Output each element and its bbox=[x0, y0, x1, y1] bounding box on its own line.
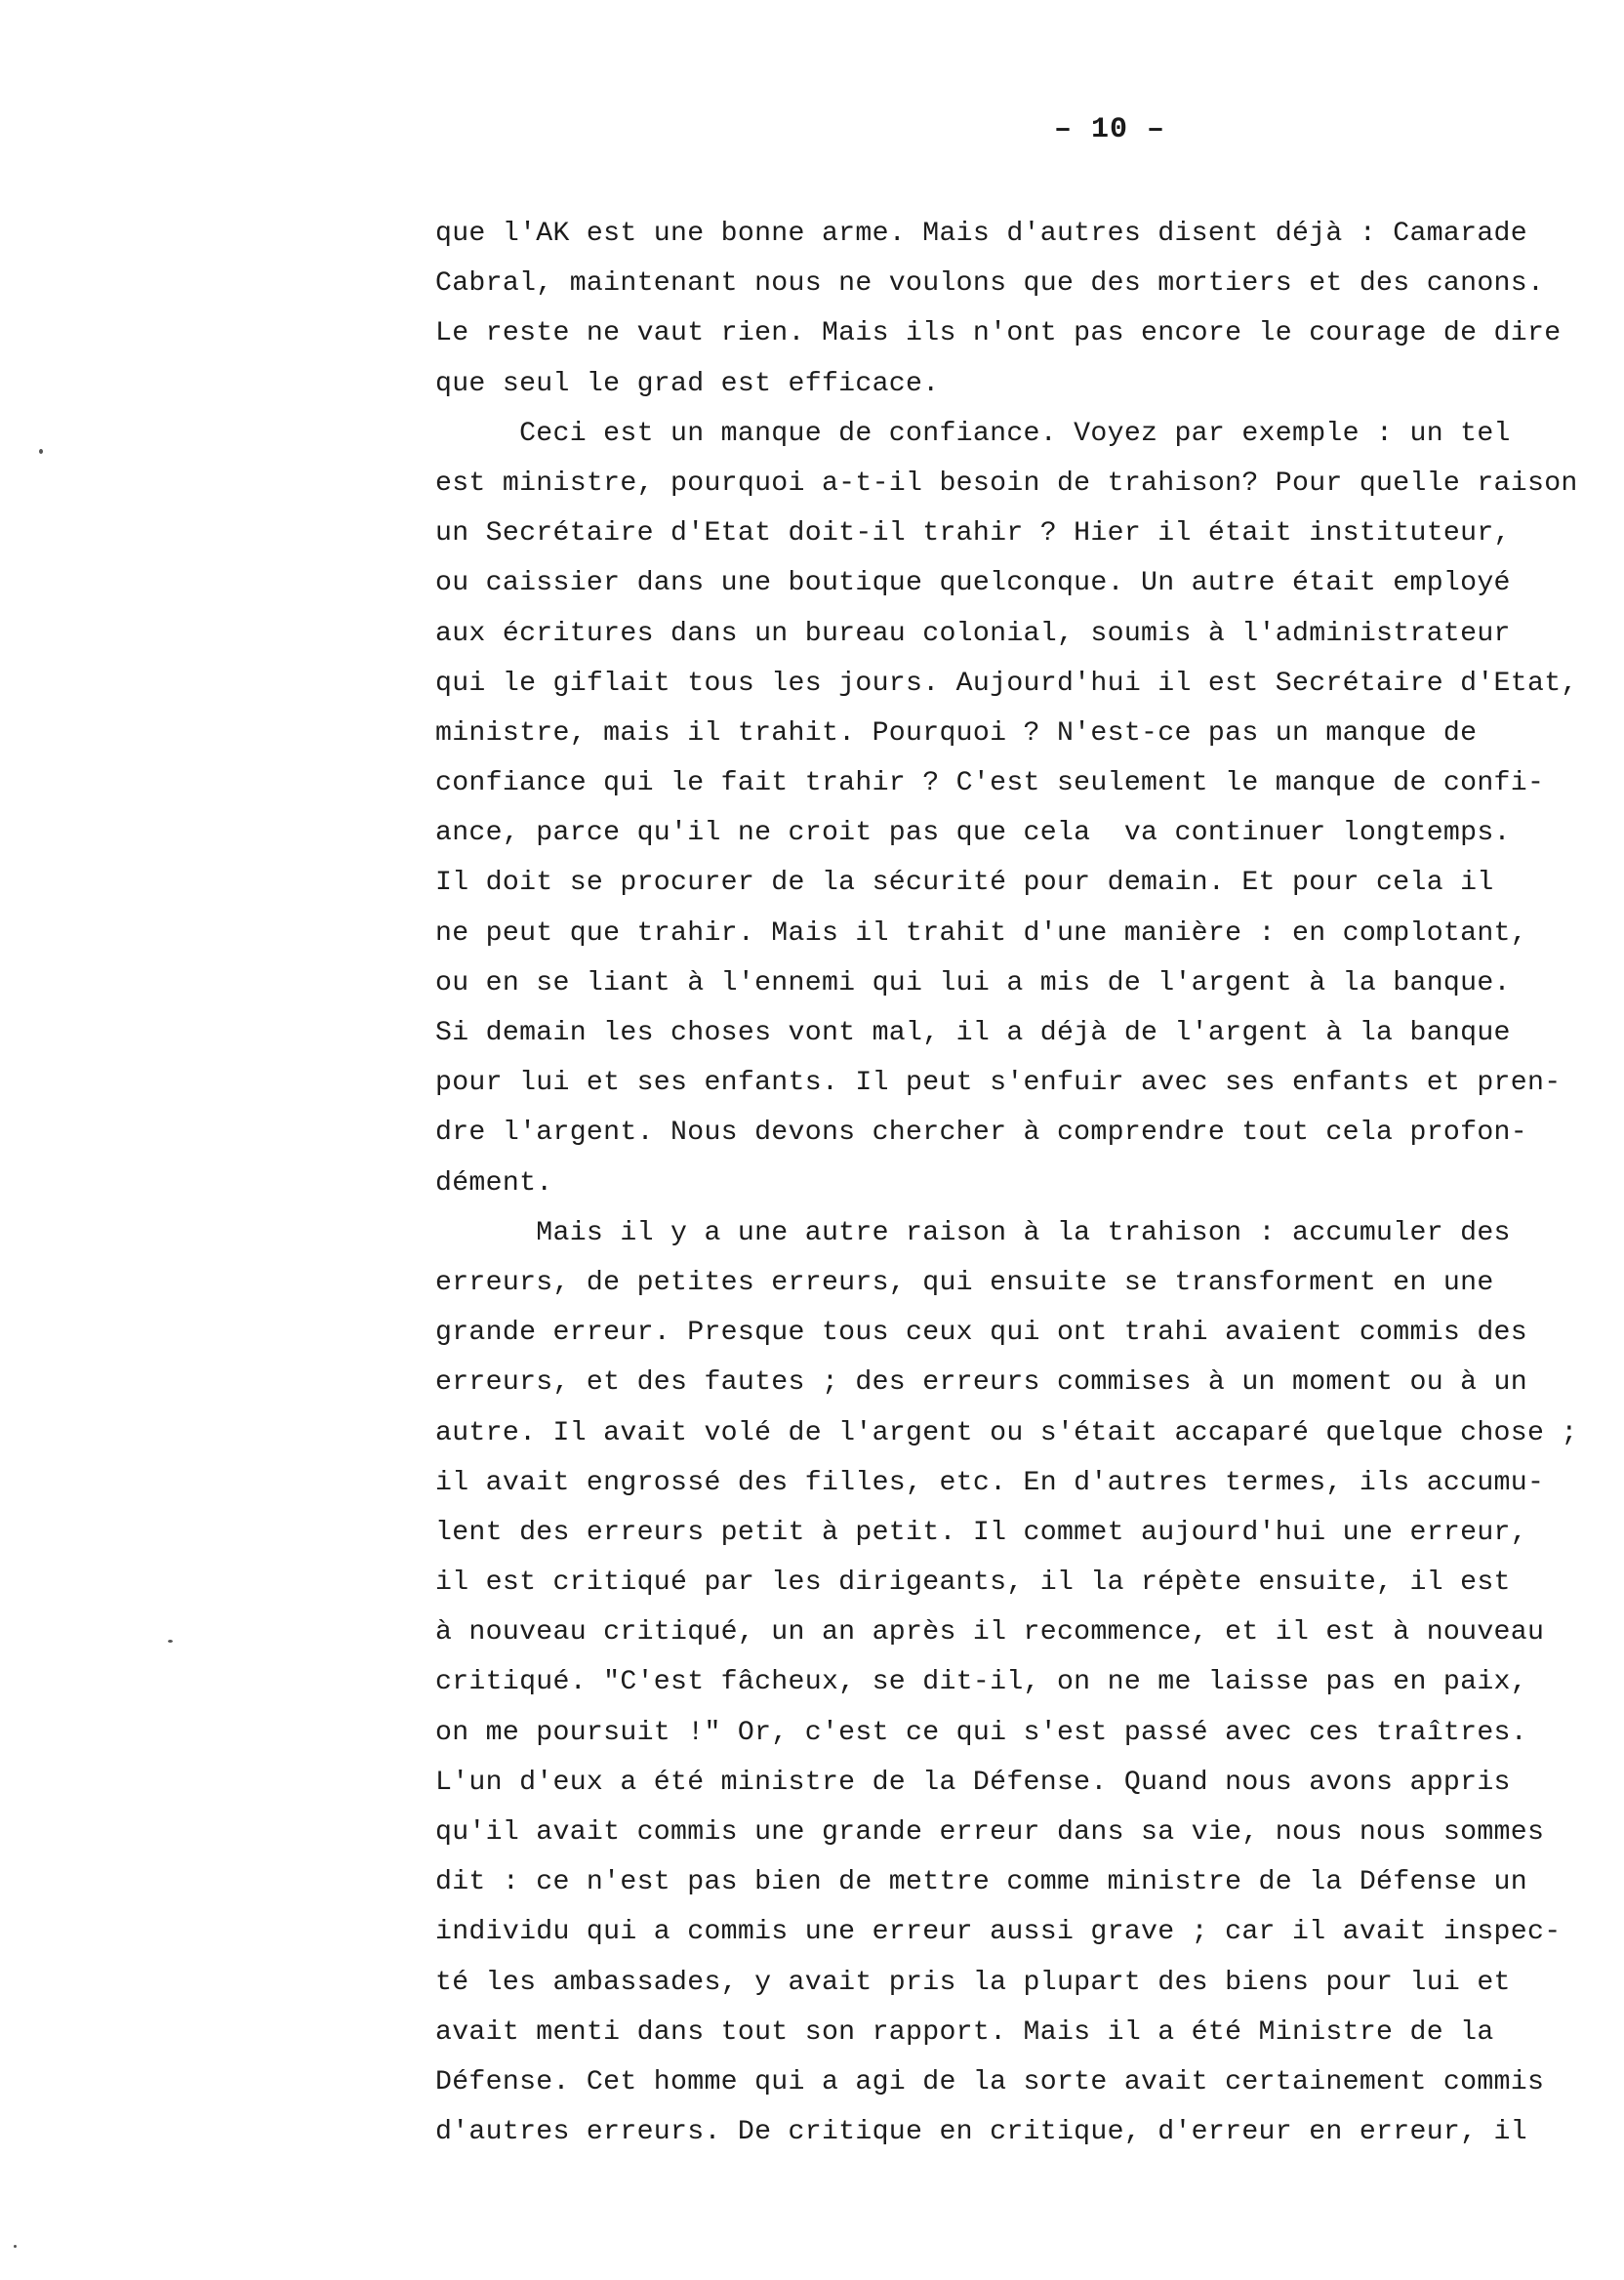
text-line: qu'il avait commis une grande erreur dans sa vie, nous nous sommes bbox=[435, 1817, 1545, 1848]
text-line: Il doit se procurer de la sécurité pour demain. Et pour cela il bbox=[435, 868, 1494, 899]
text-line: il est critiqué par les dirigeants, il la répète ensuite, il est bbox=[435, 1568, 1511, 1599]
text-line: ou en se liant à l'ennemi qui lui a mis de l'argent à la banque. bbox=[435, 967, 1511, 998]
text-line: pour lui et ses enfants. Il peut s'enfuir avec ses enfants et pren- bbox=[435, 1068, 1562, 1099]
text-line: il avait engrossé des filles, etc. En d'autres termes, ils accumu- bbox=[435, 1467, 1545, 1498]
text-line: autre. Il avait volé de l'argent ou s'était accaparé quelque chose ; bbox=[435, 1417, 1578, 1448]
text-line: té les ambassades, y avait pris la plupart des biens pour lui et bbox=[435, 1967, 1511, 1998]
text-line: erreurs, et des fautes ; des erreurs commises à un moment ou à un bbox=[435, 1367, 1527, 1399]
text-line: à nouveau critiqué, un an après il recommence, et il est à nouveau bbox=[435, 1617, 1545, 1649]
text-line: individu qui a commis une erreur aussi grave ; car il avait inspec- bbox=[435, 1917, 1562, 1948]
text-line: aux écritures dans un bureau colonial, soumis à l'administrateur bbox=[435, 618, 1511, 649]
text-line: on me poursuit !" Or, c'est ce qui s'est passé avec ces traîtres. bbox=[435, 1717, 1527, 1748]
scan-speck bbox=[168, 1640, 173, 1643]
text-line: est ministre, pourquoi a-t-il besoin de trahison? Pour quelle raison bbox=[435, 468, 1578, 499]
text-line: erreurs, de petites erreurs, qui ensuite se transforment en une bbox=[435, 1267, 1494, 1298]
text-line: dit : ce n'est pas bien de mettre comme ministre de la Défense un bbox=[435, 1867, 1527, 1898]
text-line: ou caissier dans une boutique quelconque. Un autre était employé bbox=[435, 568, 1511, 599]
text-line: Défense. Cet homme qui a agi de la sorte avait certainement commis bbox=[435, 2066, 1545, 2097]
text-line: Le reste ne vaut rien. Mais ils n'ont pas encore le courage de dire bbox=[435, 318, 1562, 349]
scan-speck bbox=[39, 449, 43, 454]
text-line: ne peut que trahir. Mais il trahit d'une manière : en complotant, bbox=[435, 917, 1527, 949]
document-text-body bbox=[435, 209, 1587, 2157]
scan-speck bbox=[14, 2245, 17, 2248]
text-line: Si demain les choses vont mal, il a déjà de l'argent à la banque bbox=[435, 1018, 1511, 1048]
text-line: grande erreur. Presque tous ceux qui ont trahi avaient commis des bbox=[435, 1318, 1527, 1349]
text-line: un Secrétaire d'Etat doit-il trahir ? Hier il était instituteur, bbox=[435, 518, 1511, 550]
text-line: avait menti dans tout son rapport. Mais il a été Ministre de la bbox=[435, 2016, 1494, 2048]
text-line: L'un d'eux a été ministre de la Défense. Quand nous avons appris bbox=[435, 1767, 1511, 1798]
text-line: Ceci est un manque de confiance. Voyez par exemple : un tel bbox=[435, 418, 1511, 449]
text-line: ministre, mais il trahit. Pourquoi ? N'est-ce pas un manque de bbox=[435, 717, 1478, 749]
text-line: d'autres erreurs. De critique en critique, d'erreur en erreur, il bbox=[435, 2117, 1527, 2148]
text-line: confiance qui le fait trahir ? C'est seulement le manque de confi- bbox=[435, 768, 1545, 799]
text-line: Cabral, maintenant nous ne voulons que des mortiers et des canons. bbox=[435, 268, 1545, 300]
text-line: que seul le grad est efficace. bbox=[435, 368, 940, 399]
text-line: critiqué. "C'est fâcheux, se dit-il, on ne me laisse pas en paix, bbox=[435, 1667, 1527, 1698]
text-line: lent des erreurs petit à petit. Il commet aujourd'hui une erreur, bbox=[435, 1517, 1527, 1548]
text-line: ance, parce qu'il ne croit pas que cela va continuer longtemps. bbox=[435, 818, 1511, 849]
text-line: que l'AK est une bonne arme. Mais d'autres disent déjà : Camarade bbox=[435, 219, 1527, 249]
page-number: – 10 – bbox=[1054, 113, 1166, 146]
text-line: Mais il y a une autre raison à la trahison : accumuler des bbox=[435, 1217, 1511, 1248]
text-line: qui le giflait tous les jours. Aujourd'hui il est Secrétaire d'Etat, bbox=[435, 668, 1578, 699]
text-line: dre l'argent. Nous devons chercher à comprendre tout cela profon- bbox=[435, 1118, 1527, 1149]
text-line: dément. bbox=[435, 1167, 553, 1199]
